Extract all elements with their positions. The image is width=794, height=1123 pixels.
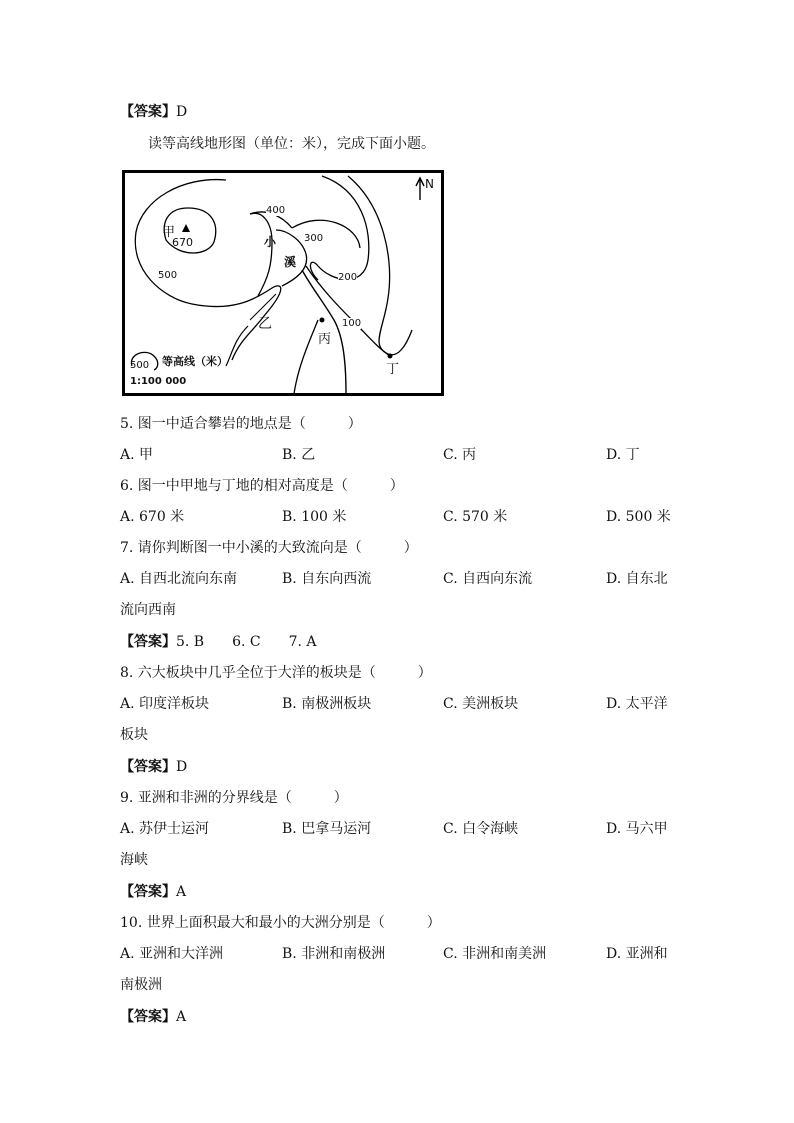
option-c: C. 白令海峡 (443, 821, 519, 837)
option-d: D. 马六甲 (606, 821, 668, 837)
option-wrap: 南极洲 (120, 977, 162, 993)
question-stem: 7. 请你判断图一中小溪的大致流向是（ ） (120, 540, 418, 556)
stream-label-1: 小 (264, 235, 277, 249)
answer-value: A (176, 884, 187, 900)
option-b: B. 南极洲板块 (282, 696, 372, 712)
option-wrap: 流向西南 (120, 602, 176, 618)
north-label: N (425, 177, 434, 191)
point-bing-label: 丙 (318, 332, 332, 347)
point-yi-label: 乙 (258, 316, 272, 332)
answer-line (120, 102, 187, 122)
contour-label-500: 500 (158, 270, 178, 281)
scale-text: 1:100 000 (130, 376, 187, 387)
answer-line (120, 757, 187, 777)
answer-value: 5. B 6. C 7. A (176, 634, 317, 650)
question-stem: 9. 亚洲和非洲的分界线是（ ） (120, 790, 348, 806)
contour-label-300: 300 (304, 233, 324, 244)
option-d: D. 亚洲和 (606, 946, 668, 962)
option-a: A. 甲 (120, 447, 154, 463)
question-stem: 8. 六大板块中几乎全位于大洋的板块是（ ） (120, 665, 432, 681)
legend-text: 等高线（米） (162, 355, 228, 368)
option-wrap: 板块 (120, 727, 148, 743)
answer-value: D (176, 104, 188, 120)
question-stem: 6. 图一中甲地与丁地的相对高度是（ ） (120, 478, 404, 494)
contour-label-200: 200 (338, 272, 358, 283)
option-d: D. 太平洋 (606, 696, 668, 712)
answer-line (120, 1007, 186, 1027)
option-c: C. 自西向东流 (443, 571, 533, 587)
option-a: A. 亚洲和大洋洲 (120, 946, 224, 962)
answer-line (120, 632, 317, 652)
question-stem: 5. 图一中适合攀岩的地点是（ ） (120, 416, 362, 432)
legend-value: 500 (130, 360, 150, 371)
point-ding-label: 丁 (386, 362, 400, 377)
answer-line (120, 882, 186, 902)
option-b: B. 乙 (282, 447, 316, 463)
answer-bracket: 【答案】 (120, 759, 176, 775)
contour-map (122, 170, 444, 396)
option-d: D. 500 米 (606, 509, 671, 525)
intro-text: 读等高线地形图（单位：米），完成下面小题。 (148, 136, 435, 152)
option-c: C. 非洲和南美洲 (443, 946, 547, 962)
answer-value: A (176, 1009, 187, 1025)
option-d: D. 丁 (606, 447, 640, 463)
contour-label-100: 100 (342, 318, 362, 329)
answer-bracket: 【答案】 (120, 1009, 176, 1025)
answer-value: D (176, 759, 188, 775)
contour-label-400: 400 (266, 205, 286, 216)
option-b: B. 巴拿马运河 (282, 821, 372, 837)
answer-bracket: 【答案】 (120, 634, 176, 650)
option-b: B. 非洲和南极洲 (282, 946, 386, 962)
peak-height-label: 670 (172, 236, 193, 249)
option-a: A. 670 米 (120, 509, 185, 525)
option-b: B. 100 米 (282, 509, 347, 525)
option-d: D. 自东北 (606, 571, 668, 587)
point-bing-dot (320, 318, 325, 323)
option-a: A. 苏伊士运河 (120, 821, 210, 837)
question-stem: 10. 世界上面积最大和最小的大洲分别是（ ） (120, 915, 441, 931)
option-a: A. 印度洋板块 (120, 696, 210, 712)
option-b: B. 自东向西流 (282, 571, 372, 587)
stream-label-2: 溪 (284, 255, 297, 269)
option-a: A. 自西北流向东南 (120, 571, 238, 587)
answer-bracket: 【答案】 (120, 884, 176, 900)
option-wrap: 海峡 (120, 852, 148, 868)
option-c: C. 570 米 (443, 509, 508, 525)
option-c: C. 丙 (443, 447, 477, 463)
peak-label: 甲 (162, 225, 176, 240)
answer-bracket: 【答案】 (120, 104, 176, 120)
option-c: C. 美洲板块 (443, 696, 519, 712)
